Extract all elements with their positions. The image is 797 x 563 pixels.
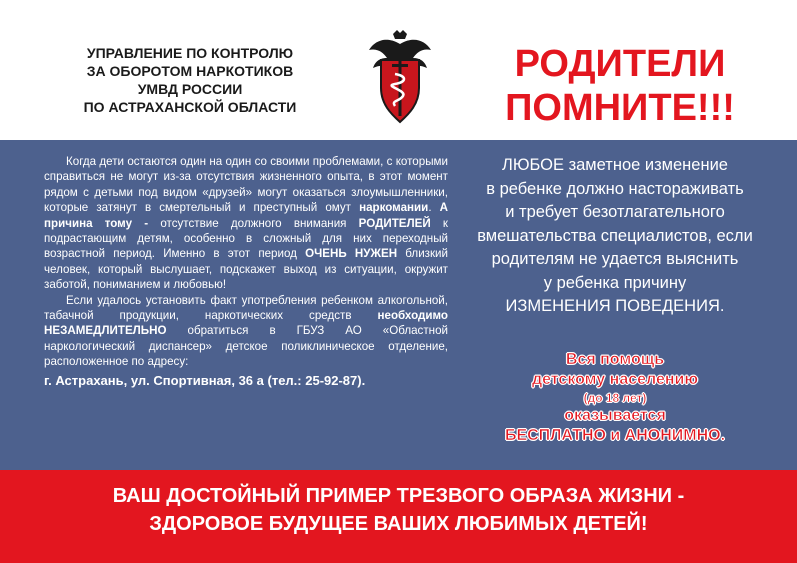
text-run-bold: необходимо НЕЗАМЕДЛИТЕЛЬНО xyxy=(44,309,448,338)
address: г. Астрахань, ул. Спортивная, 36 а (тел.: 25-92-87). xyxy=(44,372,366,388)
footer-slogan xyxy=(20,482,777,538)
warning-line: ЛЮБОЕ заметное изменение xyxy=(502,156,728,174)
agency-line: УПРАВЛЕНИЕ ПО КОНТРОЛЮ xyxy=(86,45,294,61)
help-line: детскому населению xyxy=(531,371,699,388)
text-run-bold: наркомании xyxy=(359,201,429,215)
text-run: . xyxy=(428,201,440,215)
text-run: Когда дети остаются один на один со своими проблемами, с которыми справиться не могут из-за отсутствия жизненного опыта, в этот момент рядом с детьми под видом «друзей» могут оказаться злоумышленники, которые затянут в смертельный и преступный омут xyxy=(44,155,448,215)
headline xyxy=(480,42,760,130)
warning-line: ИЗМЕНЕНИЯ ПОВЕДЕНИЯ. xyxy=(505,297,725,315)
warning-line: в ребенке должно настораживать xyxy=(486,179,744,198)
agency-name xyxy=(40,44,340,116)
help-line: БЕСПЛАТНО и АНОНИМНО. xyxy=(504,427,726,444)
headline-line: РОДИТЕЛИ xyxy=(514,43,726,85)
text-run: близкий человек, который выслушает, подскажет выход из ситуации, окружит заботой, пониманием и любовью! xyxy=(44,247,449,292)
text-run-bold: РОДИТЕЛЕЙ xyxy=(358,216,431,230)
text-run: к подрастающим детям, особенно в сложный для них переходный возрастной период. Именно в этот период xyxy=(44,216,448,261)
headline-line: ПОМНИТЕ!!! xyxy=(505,87,735,129)
paragraph-2 xyxy=(44,293,448,370)
warning-line: у ребенка причину xyxy=(543,273,687,292)
warning-line: родителям не удается выяснить xyxy=(491,250,739,268)
text-run: обратиться в ГБУЗ АО «Областной наркологический диспансер» детское поликлиническое отделение, расположенное по адресу: xyxy=(44,324,448,369)
slogan-line: ВАШ ДОСТОЙНЫЙ ПРИМЕР ТРЕЗВОГО ОБРАЗА ЖИЗНИ - xyxy=(112,485,685,507)
text-run: Если удалось установить факт употребления ребенком алкогольной, табачной продукции, наркотических средств xyxy=(44,293,448,323)
text-run-bold: А причина тому - xyxy=(44,201,448,230)
paragraph-1 xyxy=(44,154,448,293)
help-line: оказывается xyxy=(564,407,666,424)
warning-line: и требует безотлагательного xyxy=(505,203,725,221)
agency-line: ЗА ОБОРОТОМ НАРКОТИКОВ xyxy=(86,63,294,79)
agency-line: ПО АСТРАХАНСКОЙ ОБЛАСТИ xyxy=(83,99,297,115)
text-run-bold: ОЧЕНЬ НУЖЕН xyxy=(305,247,398,261)
help-line: (до 18 лет) xyxy=(583,391,647,405)
body-text xyxy=(44,154,448,389)
drug-control-emblem-icon xyxy=(367,30,433,126)
help-line: Вся помощь xyxy=(565,351,665,368)
warning-text xyxy=(460,154,770,319)
slogan-line: ЗДОРОВОЕ БУДУЩЕЕ ВАШИХ ЛЮБИМЫХ ДЕТЕЙ! xyxy=(149,513,648,535)
text-run: отсутствие должного внимания xyxy=(148,216,359,230)
agency-line: УМВД РОССИИ xyxy=(137,81,243,97)
help-notice xyxy=(455,350,775,446)
warning-line: вмешательства специалистов, если xyxy=(477,226,753,245)
